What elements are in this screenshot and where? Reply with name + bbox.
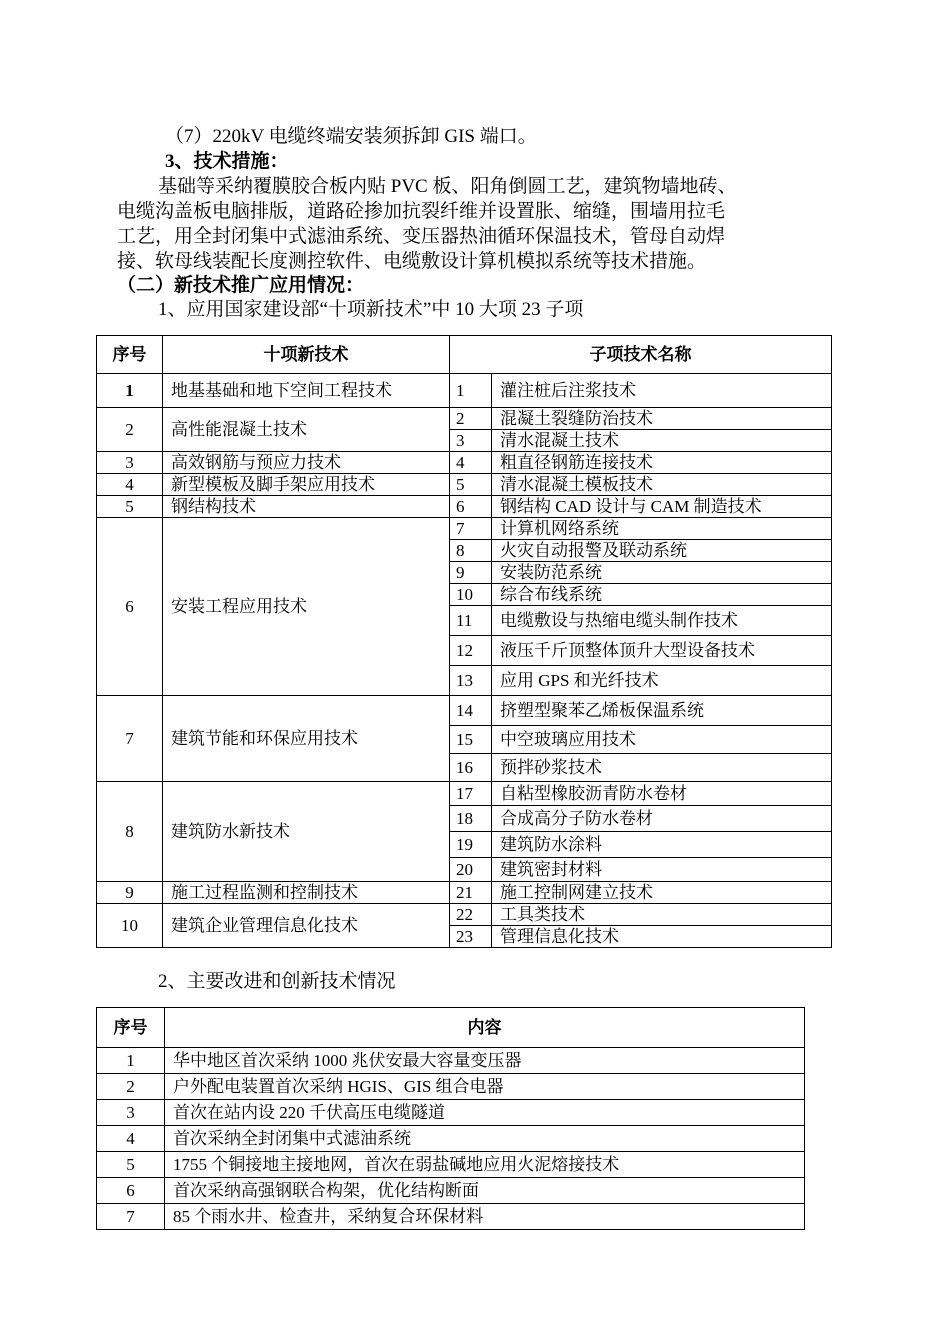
subitem-number: 13 — [450, 666, 492, 696]
subitem-name: 电缆敷设与热缩电缆头制作技术 — [492, 606, 832, 636]
subitem-number: 4 — [450, 452, 492, 474]
table-row — [97, 782, 832, 806]
body-line: 电缆沟盖板电脑排版，道路砼掺加抗裂纤维并设置胀、缩缝，围墙用拉毛 — [117, 201, 726, 222]
tech-name: 施工过程监测和控制技术 — [163, 882, 450, 904]
tech-name: 高效钢筋与预应力技术 — [163, 452, 450, 474]
table-row — [97, 1100, 805, 1126]
subitem-number: 18 — [450, 806, 492, 832]
row-content: 85 个雨水井、检查井，采纳复合环保材料 — [165, 1204, 805, 1230]
row-number: 3 — [97, 1100, 165, 1126]
tech-name: 地基基础和地下空间工程技术 — [163, 374, 450, 408]
table-row — [97, 518, 832, 540]
subitem-number: 17 — [450, 782, 492, 806]
tech-name: 新型模板及脚手架应用技术 — [163, 474, 450, 496]
tech-name: 高性能混凝土技术 — [163, 408, 450, 452]
header-subitem: 子项技术名称 — [450, 336, 832, 374]
tech-number: 7 — [97, 696, 163, 782]
tech-number: 10 — [97, 904, 163, 948]
table-row — [97, 452, 832, 474]
subitem-number: 8 — [450, 540, 492, 562]
subitem-number: 15 — [450, 726, 492, 754]
subitem-name: 钢结构 CAD 设计与 CAM 制造技术 — [492, 496, 832, 518]
subitem-number: 22 — [450, 904, 492, 926]
subitem-name: 管理信息化技术 — [492, 926, 832, 948]
table-row — [97, 1126, 805, 1152]
table-row — [97, 1204, 805, 1230]
tech-name: 钢结构技术 — [163, 496, 450, 518]
innovation-table — [96, 1007, 805, 1230]
subheading-2: 2、主要改进和创新技术情况 — [158, 971, 396, 992]
body-line: 工艺，用全封闭集中式滤油系统、变压器热油循环保温技术，管母自动焊 — [117, 226, 726, 247]
tech-name: 安装工程应用技术 — [163, 518, 450, 696]
subitem-name: 清水混凝土模板技术 — [492, 474, 832, 496]
tech-number: 6 — [97, 518, 163, 696]
subitem-name: 施工控制网建立技术 — [492, 882, 832, 904]
row-number: 4 — [97, 1126, 165, 1152]
ten-new-tech-table — [96, 335, 832, 948]
table-row — [97, 696, 832, 726]
table-row — [97, 882, 832, 904]
subitem-name: 挤塑型聚苯乙烯板保温系统 — [492, 696, 832, 726]
tech-number: 3 — [97, 452, 163, 474]
row-content: 首次采纳高强钢联合构架，优化结构断面 — [165, 1178, 805, 1204]
header-tech: 十项新技术 — [163, 336, 450, 374]
row-number: 2 — [97, 1074, 165, 1100]
subitem-name: 预拌砂浆技术 — [492, 754, 832, 782]
table-row — [97, 496, 832, 518]
row-content: 户外配电装置首次采纳 HGIS、GIS 组合电器 — [165, 1074, 805, 1100]
tech-number: 5 — [97, 496, 163, 518]
subitem-number: 10 — [450, 584, 492, 606]
row-number: 6 — [97, 1178, 165, 1204]
subitem-name: 粗直径钢筋连接技术 — [492, 452, 832, 474]
subitem-name: 液压千斤顶整体顶升大型设备技术 — [492, 636, 832, 666]
subitem-number: 16 — [450, 754, 492, 782]
subitem-number: 1 — [450, 374, 492, 408]
subitem-number: 20 — [450, 858, 492, 882]
tech-name: 建筑防水新技术 — [163, 782, 450, 882]
subitem-name: 混凝土裂缝防治技术 — [492, 408, 832, 430]
subitem-number: 7 — [450, 518, 492, 540]
body-line: 基础等采纳覆膜胶合板内贴 PVC 板、阳角倒圆工艺，建筑物墙地砖、 — [158, 176, 737, 197]
row-content: 首次采纳全封闭集中式滤油系统 — [165, 1126, 805, 1152]
subitem-name: 清水混凝土技术 — [492, 430, 832, 452]
heading-new-tech: （二）新技术推广应用情况： — [117, 275, 365, 296]
subitem-number: 14 — [450, 696, 492, 726]
table-row — [97, 474, 832, 496]
tech-number: 4 — [97, 474, 163, 496]
table-row — [97, 408, 832, 430]
subitem-name: 中空玻璃应用技术 — [492, 726, 832, 754]
subheading-1: 1、应用国家建设部“十项新技术”中 10 大项 23 子项 — [158, 299, 584, 320]
row-number: 7 — [97, 1204, 165, 1230]
subitem-number: 6 — [450, 496, 492, 518]
header-no: 序号 — [97, 1008, 165, 1048]
table-row — [97, 1048, 805, 1074]
subitem-name: 建筑密封材料 — [492, 858, 832, 882]
table-row — [97, 1074, 805, 1100]
table-row — [97, 904, 832, 926]
row-content: 首次在站内设 220 千伏高压电缆隧道 — [165, 1100, 805, 1126]
tech-number: 2 — [97, 408, 163, 452]
subitem-name: 计算机网络系统 — [492, 518, 832, 540]
subitem-number: 2 — [450, 408, 492, 430]
table-row — [97, 374, 832, 408]
subitem-number: 5 — [450, 474, 492, 496]
subitem-number: 12 — [450, 636, 492, 666]
subitem-number: 21 — [450, 882, 492, 904]
row-number: 1 — [97, 1048, 165, 1074]
tech-number: 8 — [97, 782, 163, 882]
tech-number: 1 — [97, 374, 163, 408]
subitem-number: 11 — [450, 606, 492, 636]
header-no: 序号 — [97, 336, 163, 374]
subitem-number: 19 — [450, 832, 492, 858]
tech-name: 建筑企业管理信息化技术 — [163, 904, 450, 948]
subitem-name: 应用 GPS 和光纤技术 — [492, 666, 832, 696]
row-content: 华中地区首次采纳 1000 兆伏安最大容量变压器 — [165, 1048, 805, 1074]
subitem-name: 安装防范系统 — [492, 562, 832, 584]
subitem-number: 23 — [450, 926, 492, 948]
subitem-name: 自粘型橡胶沥青防水卷材 — [492, 782, 832, 806]
row-number: 5 — [97, 1152, 165, 1178]
tech-number: 9 — [97, 882, 163, 904]
tech-name: 建筑节能和环保应用技术 — [163, 696, 450, 782]
header-content: 内容 — [165, 1008, 805, 1048]
subitem-name: 火灾自动报警及联动系统 — [492, 540, 832, 562]
subitem-number: 9 — [450, 562, 492, 584]
table-row — [97, 1152, 805, 1178]
heading-tech-measures: 3、技术措施： — [165, 151, 289, 172]
subitem-name: 工具类技术 — [492, 904, 832, 926]
row-content: 1755 个铜接地主接地网，首次在弱盐碱地应用火泥熔接技术 — [165, 1152, 805, 1178]
subitem-name: 灌注桩后注浆技术 — [492, 374, 832, 408]
paragraph-item-7: （7）220kV 电缆终端安装须拆卸 GIS 端口。 — [165, 126, 537, 147]
subitem-name: 综合布线系统 — [492, 584, 832, 606]
table-row — [97, 1178, 805, 1204]
subitem-name: 合成高分子防水卷材 — [492, 806, 832, 832]
subitem-name: 建筑防水涂料 — [492, 832, 832, 858]
body-line: 接、软母线装配长度测控软件、电缆敷设计算机模拟系统等技术措施。 — [117, 251, 707, 272]
subitem-number: 3 — [450, 430, 492, 452]
